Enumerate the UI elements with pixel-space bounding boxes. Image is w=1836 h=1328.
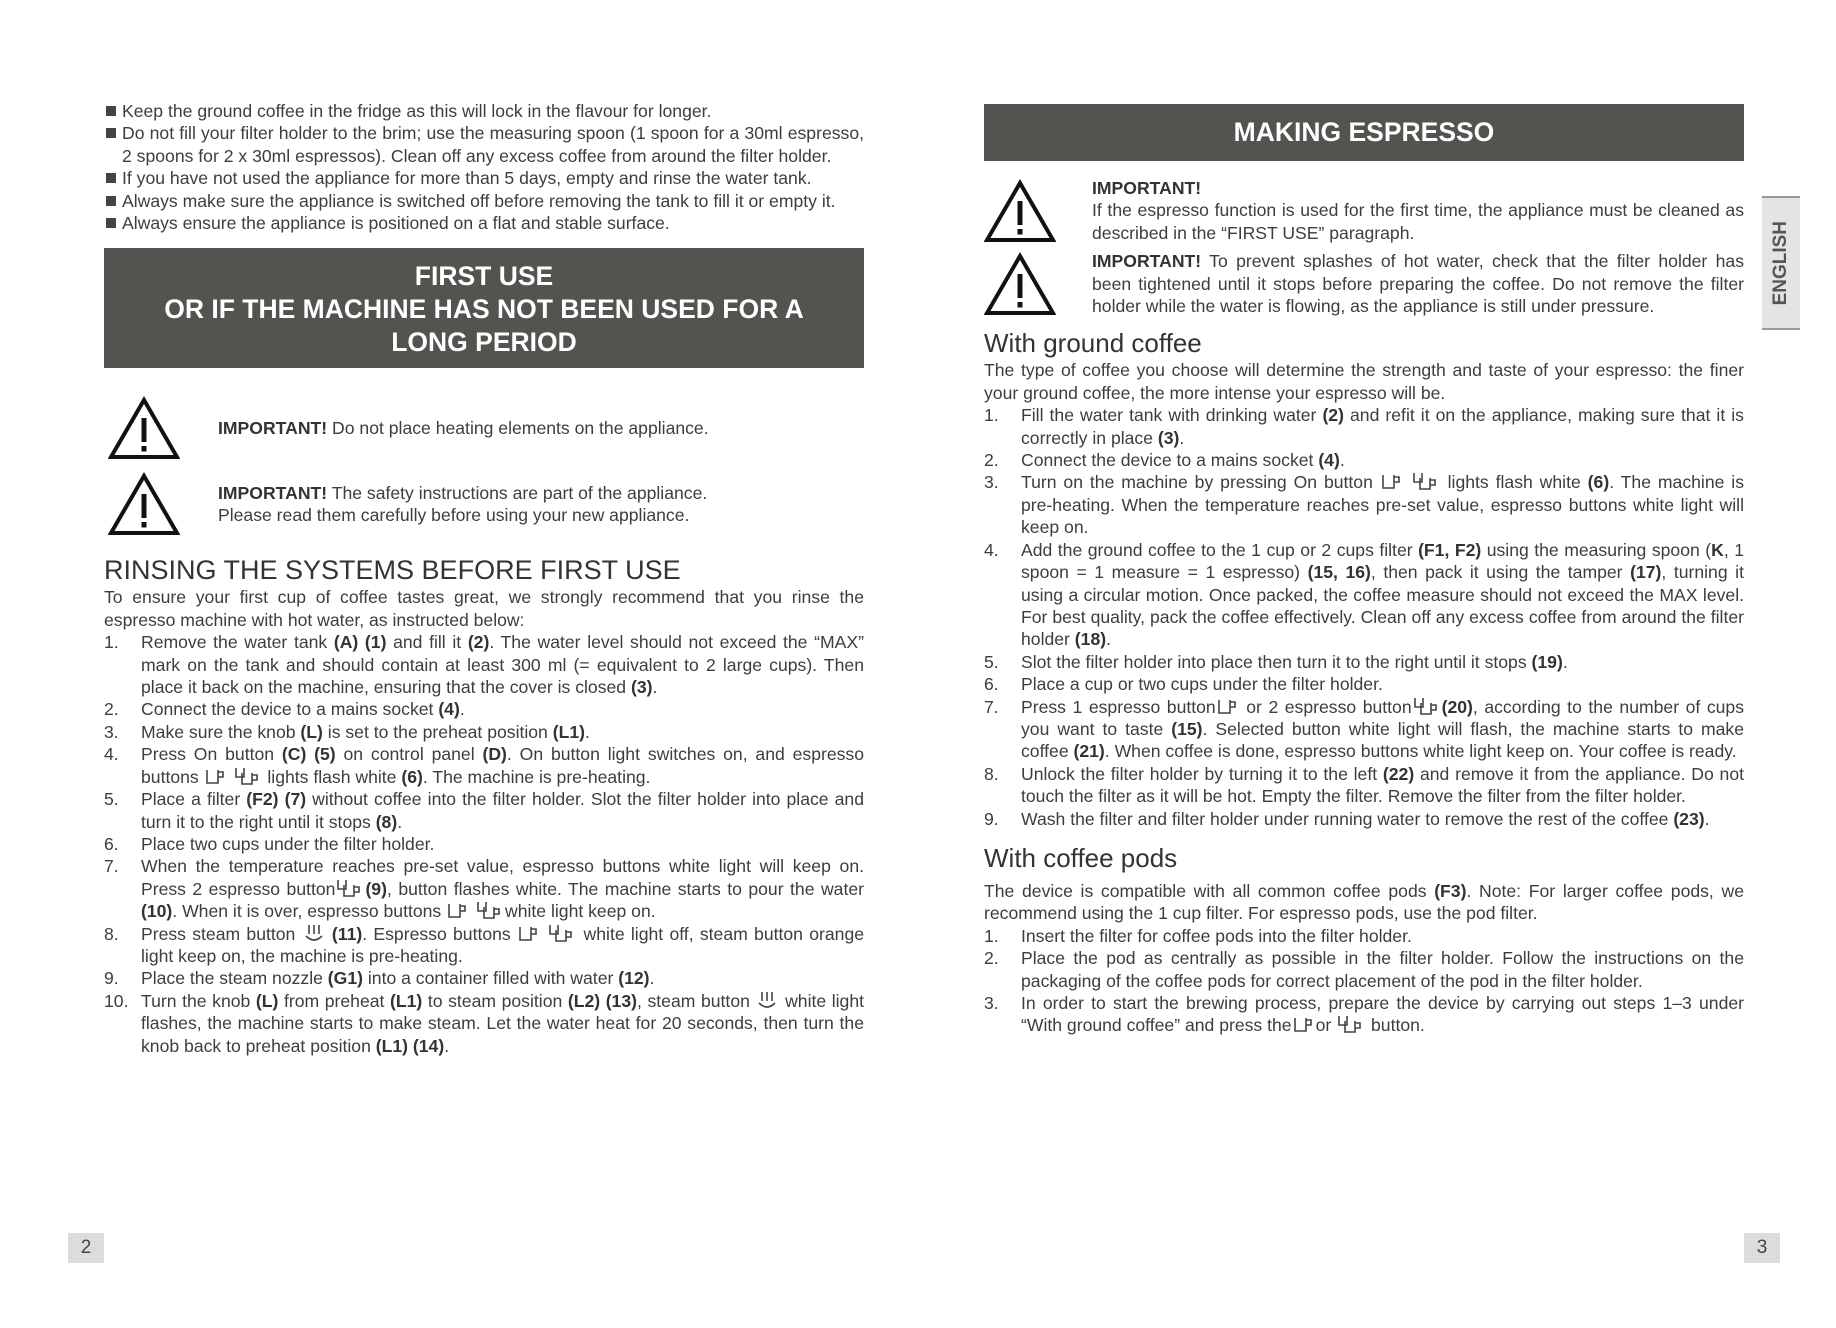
- left-page: [104, 100, 864, 1057]
- coffee-pods-intro: The device is compatible with all common coffee pods (F3). Note: For larger coffee pods, we recommend using the 1 cup filter. For espresso pods, use the pod filter.: [984, 880, 1744, 924]
- list-item: Keep the ground coffee in the fridge as this will lock in the flavour for longer.: [104, 100, 864, 122]
- steam-icon: [303, 923, 325, 943]
- ground-coffee-steps: [984, 404, 1744, 830]
- one-cup-icon: [205, 768, 227, 786]
- two-cups-icon: [1337, 1014, 1365, 1034]
- tips-list: [104, 100, 864, 234]
- warning-triangle-icon: [984, 252, 1092, 316]
- warning-triangle-icon: [108, 396, 218, 460]
- warning-text: IMPORTANT! The safety instructions are part of the appliance. Please read them carefully before using your new appliance.: [218, 483, 708, 526]
- one-cup-icon: [1217, 698, 1239, 716]
- warning-triangle-icon: [984, 179, 1092, 243]
- rinse-intro: To ensure your first cup of coffee tastes great, we strongly recommend that you rinse the espresso machine with hot water, as instructed below:: [104, 587, 864, 630]
- first-use-banner: [104, 248, 864, 368]
- one-cup-icon: [447, 902, 469, 920]
- coffee-pods-steps: [984, 925, 1744, 1037]
- list-item: 3. Turn on the machine by pressing On button lights flash white (6). The machine is pre-heating. When the temperature reaches pre-set value, espresso buttons white light will keep on.: [984, 472, 1745, 538]
- two-cups-icon: [234, 766, 262, 786]
- two-cups-icon: [1412, 471, 1440, 491]
- list-item: 2. Connect the device to a mains socket (4).: [984, 450, 1345, 471]
- making-espresso-banner: MAKING ESPRESSO: [984, 104, 1744, 161]
- list-item: Always ensure the appliance is positioned on a flat and stable surface.: [104, 212, 864, 234]
- two-cups-icon: [1413, 696, 1441, 716]
- list-item: 9. Wash the filter and filter holder under running water to remove the rest of the coffee (23).: [984, 808, 1710, 829]
- warning-text: IMPORTANT! Do not place heating elements on the appliance.: [218, 418, 709, 439]
- page-number: 2: [68, 1233, 104, 1263]
- warning-heating: [108, 396, 864, 460]
- list-item: 7. Press 1 espresso button or 2 espresso button (20), according to the number of cups you want to taste (15). Selected button white light will flash, the machine starts to make coffee (21). When coffee is done, espresso buttons white light keep on. Your coffee is ready.: [984, 696, 1744, 762]
- list-item: 1. Fill the water tank with drinking water (2) and refit it on the appliance, making sure that it is correctly in place (3).: [984, 405, 1744, 448]
- list-item: 3. In order to start the brewing process, prepare the device by carrying out steps 1–3 under “With ground coffee” and press the or button.: [984, 993, 1744, 1036]
- list-item: 8. Unlock the filter holder by turning it to the left (22) and remove it from the appliance. Do not touch the filter as it will be hot. Empty the filter. Remove the filter from the filter holder.: [984, 763, 1744, 807]
- list-item: 6. Place two cups under the filter holder.: [104, 833, 435, 854]
- banner-line: LONG PERIOD: [391, 327, 577, 358]
- list-item: 6. Place a cup or two cups under the filter holder.: [984, 674, 1383, 695]
- two-cups-icon: [548, 923, 576, 943]
- warning-text: IMPORTANT! To prevent splashes of hot water, check that the filter holder has been tightened until it stops before preparing the coffee. Do not remove the filter holder while the water is flowing, as the appliance is still under pressure.: [1092, 251, 1744, 317]
- page-number: 3: [1744, 1233, 1780, 1263]
- list-item: 5. Slot the filter holder into place then turn it to the right until it stops (19).: [984, 651, 1568, 672]
- one-cup-icon: [1293, 1016, 1315, 1034]
- ground-coffee-heading: With ground coffee: [984, 328, 1202, 359]
- one-cup-icon: [518, 925, 540, 943]
- coffee-pods-heading: With coffee pods: [984, 842, 1178, 873]
- list-item: 4. Press On button (C) (5) on control panel (D). On button light switches on, and espresso buttons lights flash white (6). The machine is pre-heating.: [104, 744, 864, 787]
- banner-line: OR IF THE MACHINE HAS NOT BEEN USED FOR A: [164, 294, 804, 325]
- list-item: 10. Turn the knob (L) from preheat (L1) to steam position (L2) (13), steam button white light flashes, the machine starts to make steam. Let the water heat for 20 seconds, then turn the knob back to preheat position (L1) (14).: [104, 990, 865, 1056]
- language-tab: ENGLISH: [1762, 196, 1800, 330]
- warning-splashes: [984, 250, 1744, 317]
- warning-first-time: [984, 177, 1744, 244]
- warning-safety: [108, 472, 864, 536]
- warning-triangle-icon: [108, 472, 218, 536]
- list-item: 1. Remove the water tank (A) (1) and fill it (2). The water level should not exceed the “MAX” mark on the tank and should contain at least 300 ml (= equivalent to 2 large cups). Then place it back on the machine, ensuring that the cover is closed (3).: [104, 632, 864, 698]
- list-item: Always make sure the appliance is switched off before removing the tank to fill it or empty it.: [104, 190, 864, 212]
- list-item: If you have not used the appliance for more than 5 days, empty and rinse the water tank.: [104, 167, 864, 189]
- list-item: 8. Press steam button (11). Espresso buttons white light off, steam button orange light keep on, the machine is pre-heating.: [104, 923, 865, 966]
- rinse-steps: [104, 631, 864, 1057]
- steam-icon: [756, 990, 778, 1010]
- list-item: 1. Insert the filter for coffee pods into the filter holder.: [984, 925, 1412, 946]
- warning-text: IMPORTANT! If the espresso function is used for the first time, the appliance must be cleaned as described in the “FIRST USE” paragraph.: [1092, 178, 1744, 243]
- rinse-heading: RINSING THE SYSTEMS BEFORE FIRST USE: [104, 555, 681, 586]
- list-item: 5. Place a filter (F2) (7) without coffee into the filter holder. Slot the filter holder into place and turn it to the right until it stops (8).: [104, 789, 864, 832]
- list-item: Do not fill your filter holder to the brim; use the measuring spoon (1 spoon for a 30ml espresso, 2 spoons for 2 x 30ml espressos). Clean off any excess coffee from around the filter holder.: [104, 122, 864, 167]
- list-item: 2. Place the pod as centrally as possible in the filter holder. Follow the instructions on the packaging of the coffee pods for correct placement of the pod in the filter holder.: [984, 948, 1744, 991]
- list-item: 9. Place the steam nozzle (G1) into a container filled with water (12).: [104, 968, 655, 989]
- list-item: 2. Connect the device to a mains socket (4).: [104, 699, 465, 720]
- right-page: [984, 104, 1744, 1037]
- ground-coffee-intro: The type of coffee you choose will determine the strength and taste of your espresso: the finer your ground coffee, the more intense your espresso will be.: [984, 360, 1744, 403]
- two-cups-icon: [476, 900, 504, 920]
- one-cup-icon: [1381, 473, 1403, 491]
- list-item: 3. Make sure the knob (L) is set to the preheat position (L1).: [104, 721, 590, 742]
- banner-line: FIRST USE: [414, 261, 554, 292]
- two-cups-icon: [336, 878, 364, 898]
- list-item: 7. When the temperature reaches pre-set value, espresso buttons white light will keep on. Press 2 espresso button (9), button flashes white. The machine starts to pour the water (10). When it is over, espresso buttons white light keep on.: [104, 856, 864, 922]
- list-item: 4. Add the ground coffee to the 1 cup or 2 cups filter (F1, F2) using the measuring spoon (K, 1 spoon = 1 measure = 1 espresso) (15, 16), then pack it using the tamper (17), turning it using a circular motion. Once packed, the coffee measure should not exceed the MAX level. For best quality, pack the coffee effectively. Clean off any excess coffee from around the filter holder (18).: [984, 539, 1744, 650]
